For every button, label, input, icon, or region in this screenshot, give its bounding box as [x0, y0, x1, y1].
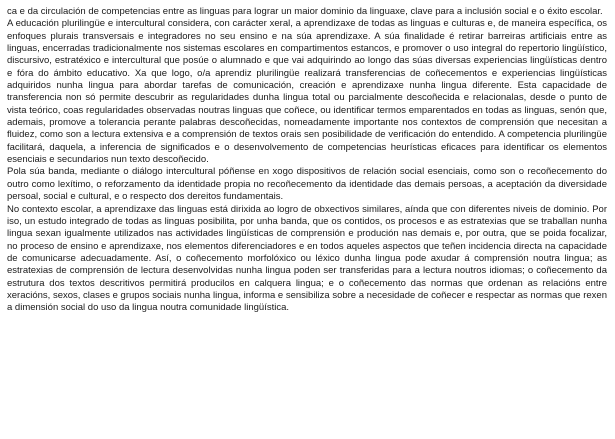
paragraph-plurilingual-education: A educación plurilingüe e intercultural considera, con carácter xeral, a aprendizaxe de todas as linguas e culturas e, de maneira específica, os enfoques plurais transversais e integradores no seu ensino e na súa aprendizaxe. A súa finalidade é retirar barreiras artificiais entre as linguas, encerradas tradicionalmente nos sistemas escolares en compartimentos estancos, e promover o uso integral do repertorio lingüístico, discursivo, estratéxico e intercultural que posúe o alumnado e que vai adquirindo ao longo das súas diversas experiencias lingüísticas dentro e fóra do ámbito educativo. Xa que logo, o/a aprendiz plurilingüe realizará transferencias de coñecementos e experiencias lingüísticas adquiridos nunha lingua para abordar tarefas de comunicación, creación e aprendizaxe nunha lingua diferente. Esta capacidade de transferencia non só permite descubrir as regularidades dunha lingua total ou parcialmente descoñecida e relacionalas, desde o punto de vista teórico, coas regularidades observadas noutras linguas que coñece, ou identificar termos emparentados en todas as linguas, senón que, ademais, promove a tolerancia perante palabras descoñecidas, nomeadamente importante nos contextos de comprensión que necesitan a fluidez, como son a lectura extensiva e a comprensión de textos orais sen posibilidade de verificación do entendido. A competencia plurilingüe facilitará, daquela, a inferencia de significados e o desenvolvemento de competencias heurísticas eficaces para identificar os elementos esenciais e secundarios nun texto descoñecido. [7, 18, 607, 166]
paragraph-continuation: ca e da circulación de competencias entre as linguas para lograr un maior dominio da linguaxe, clave para a inclusión social e o éxito escolar. [7, 6, 603, 17]
paragraph-intercultural-dialogue: Pola súa banda, mediante o diálogo intercultural póñense en xogo dispositivos de relación social esenciais, como son o recoñecemento do outro como lexítimo, o reforzamento da identidade propia no recoñecemento da identidade das demais persoas, a aceptación da diversidade persoal, social e cultural, e o respecto dos dereitos fundamentais. [7, 166, 607, 203]
paragraph-school-context: No contexto escolar, a aprendizaxe das linguas está dirixida ao logro de obxectivos similares, aínda que con diferentes niveis de dominio. Por iso, un estudo integrado de todas as linguas posibilita, por unha banda, que os contidos, os procesos e as estratexias que se traballan nunha lingua sexan igualmente utilizados nas actividades lingüísticas de comprensión e produción nas demais e, por outra, que se poida focalizar, no proceso de ensino e aprendizaxe, nos elementos diferenciadores e en todos aqueles aspectos que teñen incidencia directa na capacidade de comunicarse adecuadamente. Así, o coñecemento morfolóxico ou léxico dunha lingua pode axudar á comprensión noutra lingua; as estratexias de comprensión de lectura desenvolvidas nunha lingua poden ser transferidas para a lectura noutros idiomas; o coñecemento da estrutura dos textos descritivos permitirá producilos en calquera lingua; e o coñecemento das normas que ordenan as relacións entre xeracións, sexos, clases e grupos sociais nunha lingua, informa e sensibiliza sobre a necesidade de coñecer e respectar as normas que rexen a dimensión social do uso da lingua noutra comunidade lingüística. [7, 203, 607, 314]
